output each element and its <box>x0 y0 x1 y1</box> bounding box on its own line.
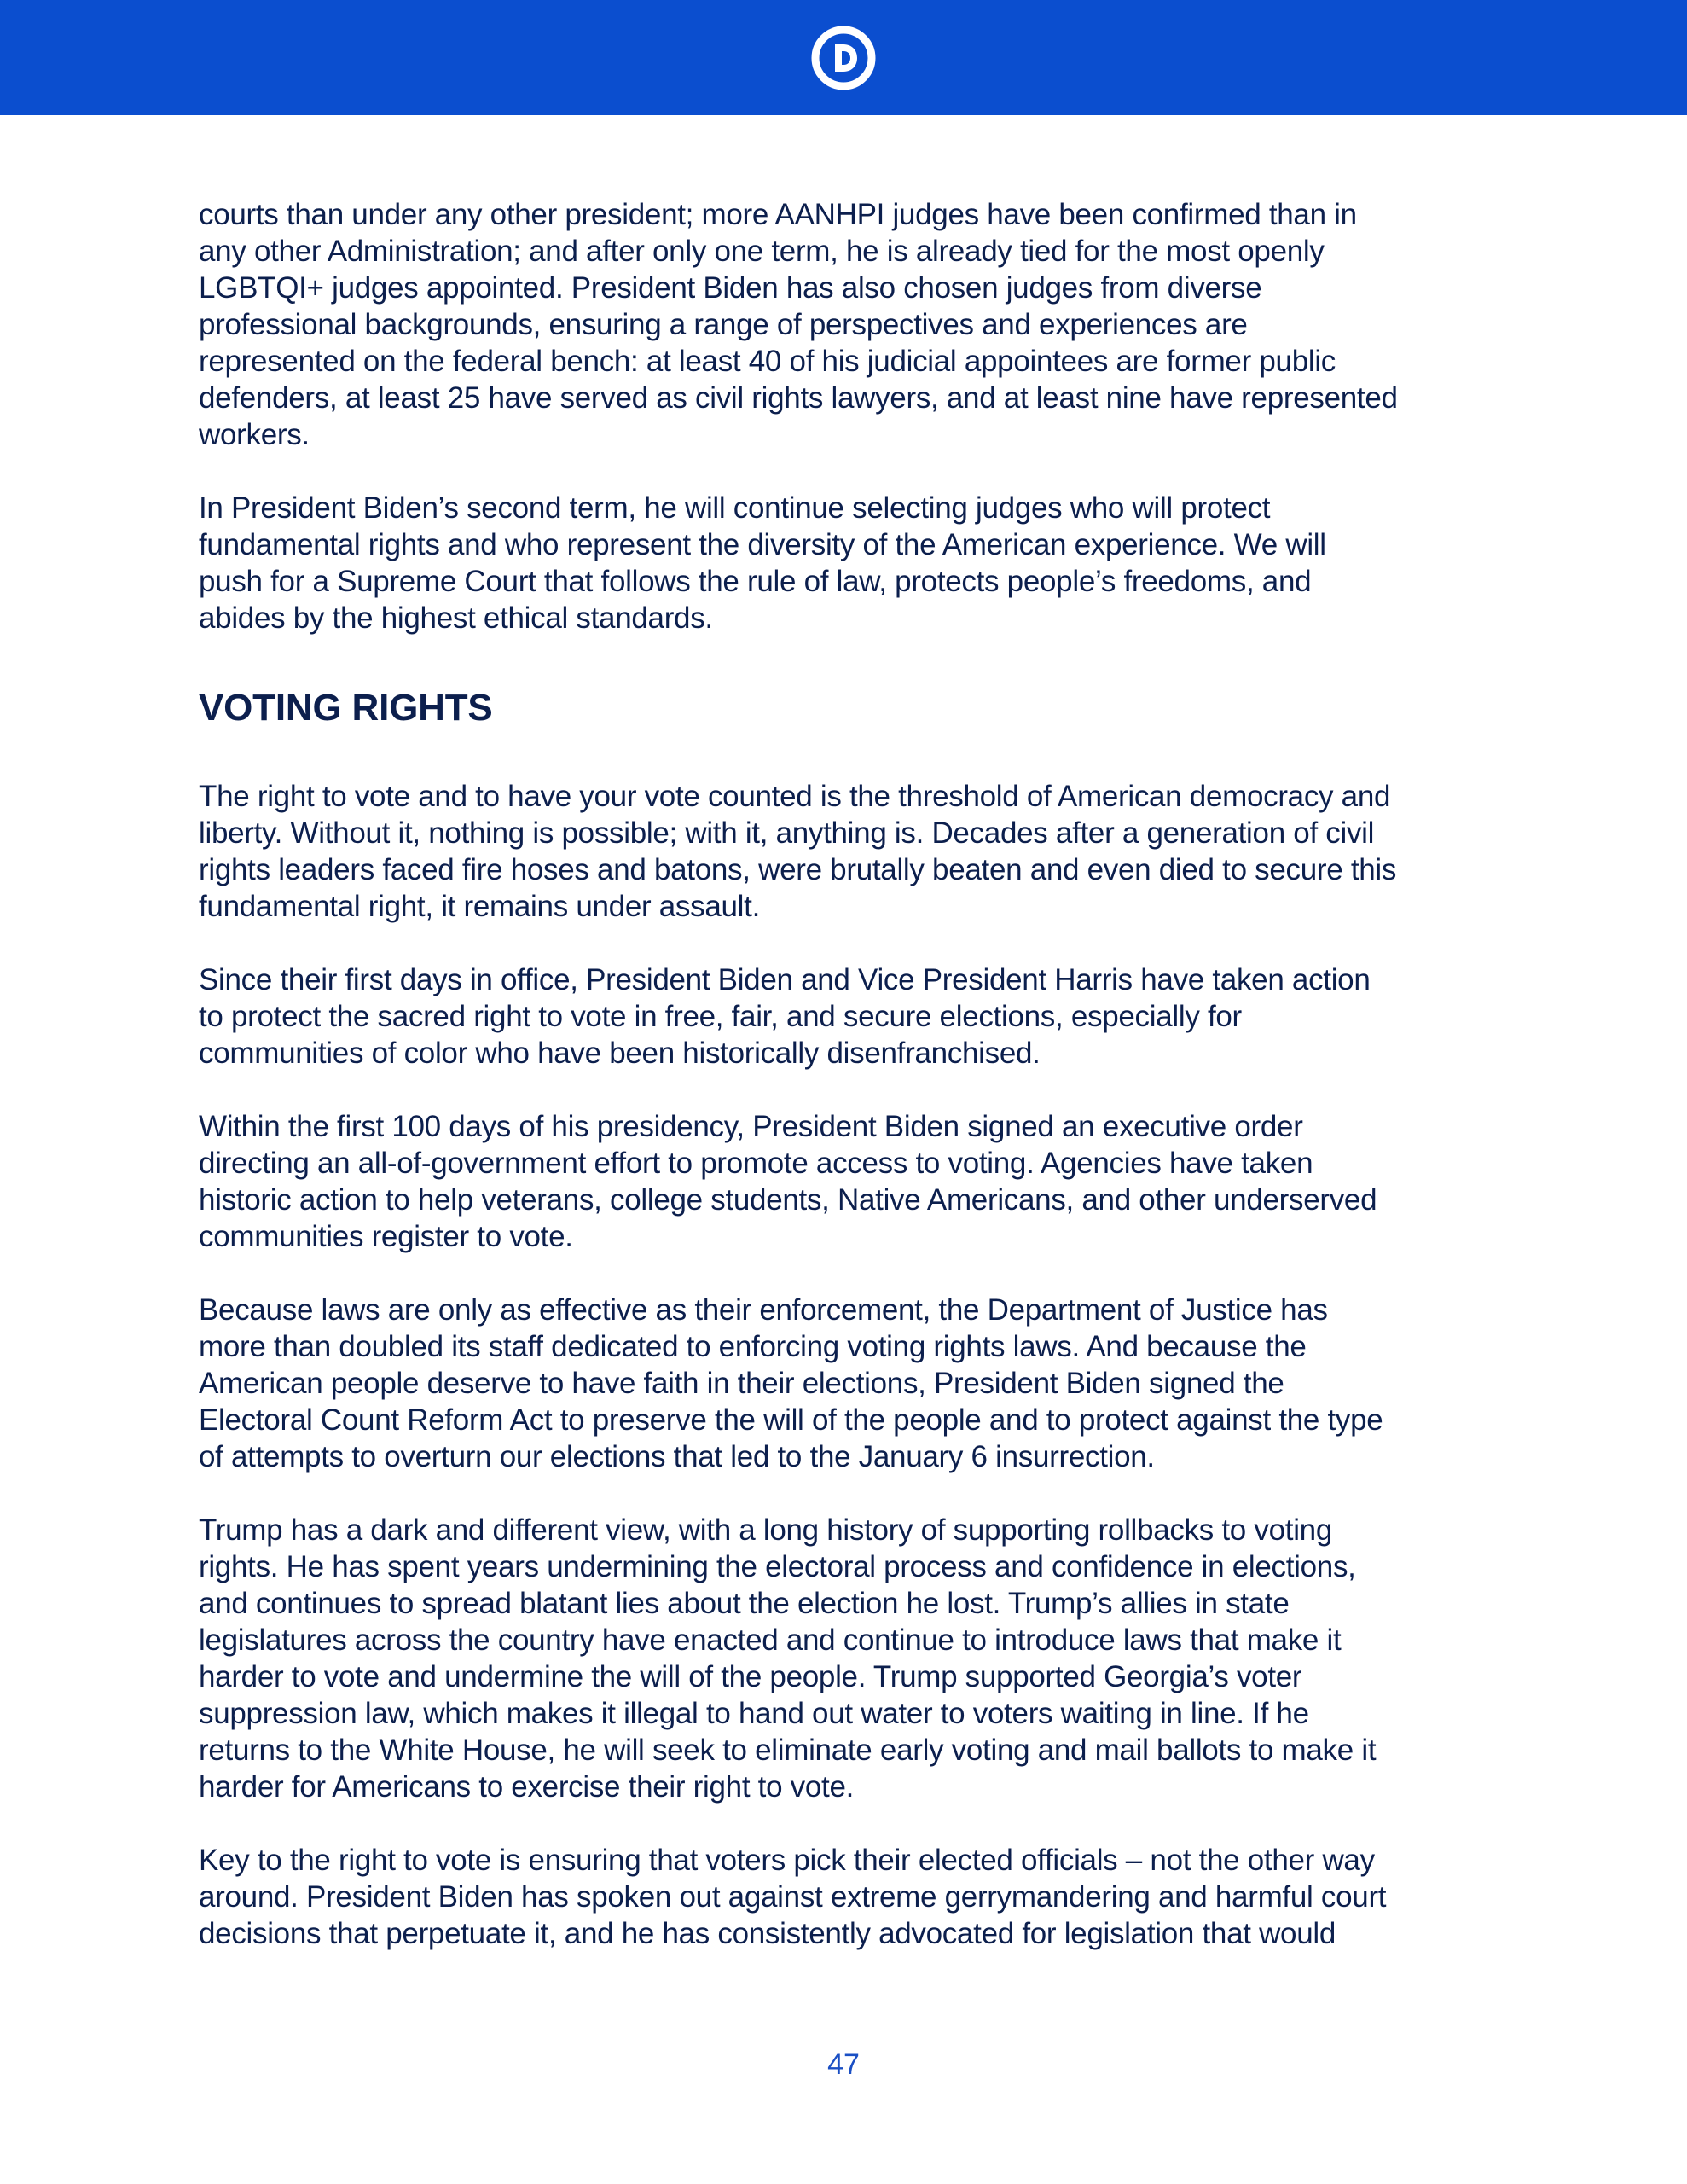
body-paragraph: Key to the right to vote is ensuring that voters pick their elected officials – not the other way around. President Biden has spoken out against extreme gerrymandering and harmful court decisions that perpetuate it, and he has consistently advocated for legislation that would <box>199 1844 1387 1950</box>
body-paragraph: The right to vote and to have your vote counted is the threshold of American democracy and liberty. Without it, nothing is possible; with it, anything is. Decades after a generation of civil rights leaders faced fire hoses and batons, were brutally beaten and even died to secure this fundamental right, it remains under assault. <box>199 780 1397 923</box>
body-paragraph: In President Biden’s second term, he will continue selecting judges who will protect fundamental rights and who represent the diversity of the American experience. We will push for a Supreme Court that follows the rule of law, protects people’s freedoms, and abides by the highest ethical standards. <box>199 491 1326 635</box>
page-content <box>199 196 1495 1952</box>
header-bar <box>0 0 1687 115</box>
section-heading-voting-rights: VOTING RIGHTS <box>199 687 493 729</box>
body-paragraph: Because laws are only as effective as their enforcement, the Department of Justice has more than doubled its staff dedicated to enforcing voting rights laws. And because the American people deserve to have faith in their elections, President Biden signed the Electoral Count Reform Act to preserve the will of the people and to protect against the type of attempts to overturn our elections that led to the January 6 insurrection. <box>199 1293 1383 1473</box>
body-paragraph: Since their first days in office, President Biden and Vice President Harris have taken action to protect the sacred right to vote in free, fair, and secure elections, especially for communities of color who have been historically disenfranchised. <box>199 963 1371 1070</box>
body-paragraph: Within the first 100 days of his presidency, President Biden signed an executive order directing an all-of-government effort to promote access to voting. Agencies have taken historic action to help veterans, college students, Native Americans, and other underserved communities register to vote. <box>199 1110 1377 1253</box>
page-number: 47 <box>827 2048 860 2081</box>
democratic-d-logo-icon <box>811 26 876 90</box>
body-paragraph: Trump has a dark and different view, with a long history of supporting rollbacks to voting rights. He has spent years undermining the electoral process and confidence in elections, and continues to spread blatant lies about the election he lost. Trump’s allies in state legislatures across the country have enacted and continue to introduce laws that make it harder to vote and undermine the will of the people. Trump supported Georgia’s voter suppression law, which makes it illegal to hand out water to voters waiting in line. If he returns to the White House, he will seek to eliminate early voting and mail ballots to make it harder for Americans to exercise their right to vote. <box>199 1513 1377 1804</box>
body-paragraph: courts than under any other president; more AANHPI judges have been confirmed than in any other Administration; and after only one term, he is already tied for the most openly LGBTQI+ judges appointed. President Biden has also chosen judges from diverse professional backgrounds, ensuring a range of perspectives and experiences are represented on the federal bench: at least 40 of his judicial appointees are former public defenders, at least 25 have served as civil rights lawyers, and at least nine have represented workers. <box>199 198 1398 451</box>
